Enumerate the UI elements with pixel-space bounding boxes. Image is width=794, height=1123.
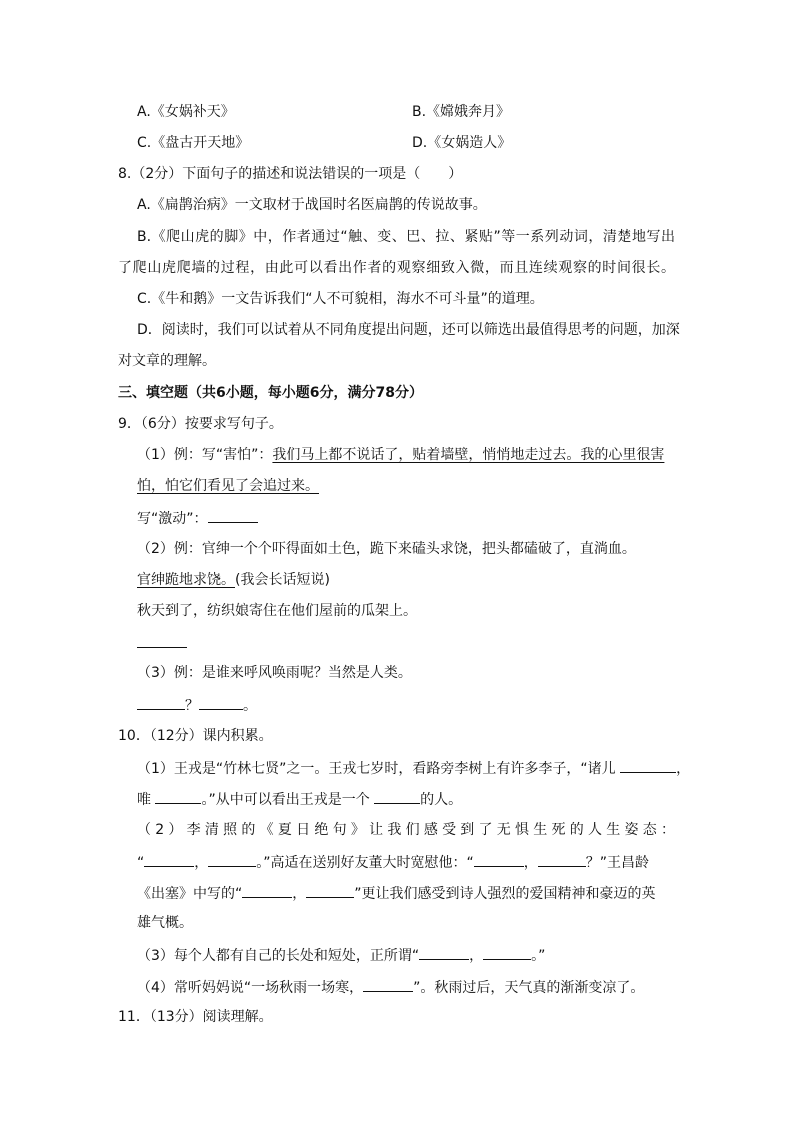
q9-part3-answer [137, 694, 257, 716]
answer-blank[interactable] [137, 694, 185, 710]
answer-blank[interactable] [137, 632, 187, 648]
q10-part2-line1: （2）李清照的《夏日绝句》让我们感受到了无惧生死的人生姿态： [137, 822, 675, 838]
answer-blank[interactable] [483, 944, 531, 960]
q9-part2-example: （2）例：官绅一个个吓得面如土色，跪下来磕头求饶，把头都磕破了，直淌血。 [137, 541, 636, 557]
q10-part3-end: 。” [531, 948, 546, 964]
q9-part1-prefix: （1）例：写“害怕”： [137, 447, 273, 463]
q9-part3-example: （3）例：是谁来呼风唤雨呢？当然是人类。 [137, 665, 412, 681]
answer-blank[interactable] [538, 851, 586, 867]
q10-part2-line4: 雄气概。 [137, 915, 193, 931]
answer-blank[interactable] [208, 507, 258, 523]
q10-part2-line3 [137, 882, 656, 904]
q9-stem: 9．（6分）按要求写句子。 [118, 416, 283, 432]
q10-part4-text2: ”。秋雨过后，天气真的渐渐变凉了。 [413, 980, 645, 996]
q9-part2-answer-text: 官绅跪地求饶。 [137, 572, 235, 588]
answer-blank[interactable] [419, 944, 469, 960]
q9-part1-example-cont: 怕，怕它们看见了会追过来。 [137, 478, 319, 494]
q8-option-d-line2: 对文章的理解。 [118, 353, 216, 369]
q9-part2-sentence: 秋天到了，纺织娘寄住在他们屋前的瓜架上。 [137, 603, 417, 619]
q10-part3 [137, 944, 545, 966]
q10-part1-line1 [137, 757, 690, 779]
q9-part2-blank-line [137, 632, 187, 654]
comma: ， [523, 855, 538, 871]
q9-part1-example: 我们马上都不说话了，贴着墙壁，悄悄地走过去。我的心里很害 [272, 447, 665, 463]
q7-option-b: B.《嫦娥奔月》 [412, 104, 511, 120]
q9-part2-answer [137, 570, 330, 590]
comma: ， [469, 948, 484, 964]
comma: ， [292, 886, 307, 902]
q8-stem: 8.（2分）下面句子的描述和说法错误的一项是（ ） [118, 166, 463, 182]
q9-part1-line2 [137, 476, 319, 496]
q8-option-b-line1: B.《爬山虎的脚》中，作者通过“触、变、巴、拉、紧贴”等一系列动词，清楚地写出 [137, 229, 675, 245]
q7-option-c: C.《盘古开天地》 [137, 135, 250, 151]
quote-open: “ [137, 855, 145, 871]
q8-option-c: C.《牛和鹅》一文告诉我们“人不可貌相，海水不可斗量”的道理。 [137, 291, 544, 307]
question-mark: ？ [185, 698, 199, 714]
q10-part1-text4: 的人。 [420, 792, 463, 808]
answer-blank[interactable] [199, 694, 243, 710]
section-heading: 三、填空题（共6小题，每小题6分，满分78分） [118, 385, 423, 401]
q10-part2-text2: 。”高适在送别好友董大时宽慰他：“ [256, 855, 474, 871]
comma: ， [194, 855, 209, 871]
q10-part1-text3: 。”从中可以看出王戎是一个 [201, 792, 370, 808]
comma: ， [676, 761, 691, 777]
q10-part3-text: （3）每个人都有自己的长处和短处，正所谓“ [137, 948, 420, 964]
q10-part4-text: （4）常听妈妈说“一场秋雨一场寒， [137, 980, 364, 996]
q10-part1-text2: 唯 [137, 792, 151, 808]
answer-blank[interactable] [474, 851, 524, 867]
q7-option-d: D.《女娲造人》 [412, 135, 512, 151]
answer-blank[interactable] [208, 851, 256, 867]
q10-part2-text5: ”更让我们感受到诗人强烈的爱国精神和豪迈的英 [354, 886, 656, 902]
q10-part1-text: （1）王戎是“竹林七贤”之一。王戎七岁时，看路旁李树上有许多李子，“诸儿 [137, 761, 616, 777]
answer-blank[interactable] [242, 882, 292, 898]
answer-blank[interactable] [144, 851, 194, 867]
answer-blank[interactable] [155, 788, 201, 804]
q7-option-a: A.《女娲补天》 [137, 104, 235, 120]
q10-part1-line2 [137, 788, 462, 810]
answer-blank[interactable] [374, 788, 420, 804]
answer-blank[interactable] [306, 882, 354, 898]
q10-part2-line2 [137, 851, 649, 873]
q8-option-a: A.《扁鹊治病》一文取材于战国时名医扁鹊的传说故事。 [137, 197, 487, 213]
answer-blank[interactable] [363, 976, 413, 992]
q9-part2-note: (我会长话短说) [235, 572, 330, 588]
q8-option-d-line1: D．阅读时，我们可以试着从不同角度提出问题，还可以筛选出最值得思考的问题，加深 [137, 322, 680, 338]
q8-option-b-line2: 了爬山虎爬墙的过程，由此可以看出作者的观察细致入微，而且连续观察的时间很长。 [118, 260, 675, 276]
q9-part1-task-label: 写“激动”： [137, 511, 208, 527]
q10-part4 [137, 976, 644, 998]
q9-part1-task [137, 507, 258, 529]
q10-part2-text3: ？”王昌龄 [585, 855, 650, 871]
q11-stem: 11．（13分）阅读理解。 [118, 1009, 273, 1025]
q9-part1-line1 [137, 445, 664, 465]
answer-blank[interactable] [620, 757, 676, 773]
q10-stem: 10．（12分）课内积累。 [118, 728, 273, 744]
period: 。 [243, 698, 257, 714]
q10-part2-text4: 《出塞》中写的“ [137, 886, 243, 902]
